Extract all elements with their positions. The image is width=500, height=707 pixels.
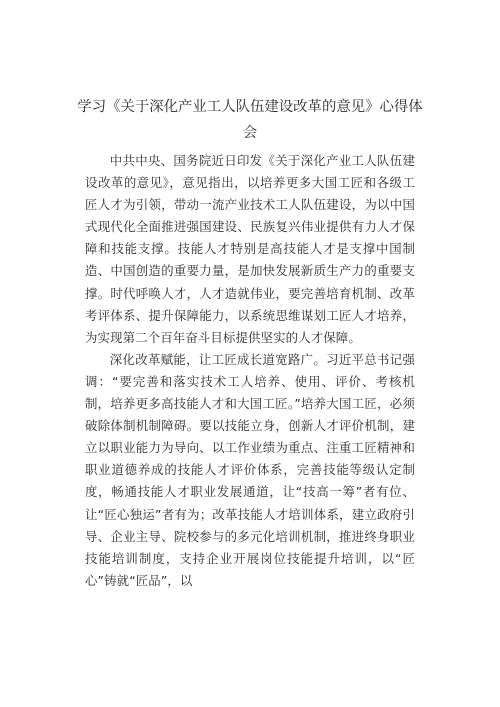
document-title: 学习《关于深化产业工人队伍建设改革的意见》心得体会: [77, 99, 423, 141]
paragraph: 深化改革赋能，让工匠成长道宽路广。习近平总书记强调：“要完善和落实技术工人培养、使用、评价、考核机制，培养更多高技能人才和大国工匠。”培养大国工匠，必须破除体制机制障碍。要以技能立身，创新人才评价机制，建立以职业能力为导向、以工作业绩为重点、注重工匠精神和职业道德养成的技能人才评价体系，完善技能等级认定制度，畅通技能人才职业发展通道，让“技高一筹”者有位、让“匠心独运”者有为；改革技能人才培训体系，建立政府引导、企业主导、院校参与的多元化培训机制，推进终身职业技能培训制度，支持企业开展岗位技能提升培训，以“匠心”铸就“匠品”，以: [85, 351, 415, 588]
paragraph: 中共中央、国务院近日印发《关于深化产业工人队伍建设改革的意见》，意见指出，以培养更多大国工匠和各级工匠人才为引领，带动一流产业技术工人队伍建设，为以中国式现代化全面推进强国建设、民族复兴伟业提供有力人才保障和技能支撑。技能人才特别是高技能人才是支撑中国制造、中国创造的重要力量，是加快发展新质生产力的重要支撑。时代呼唤人才，人才造就伟业，要完善培育机制、改革考评体系、提升保障能力，以系统思维谋划工匠人才培养，为实现第二个百年奋斗目标提供坚实的人才保障。: [85, 153, 415, 345]
document-body: [85, 150, 415, 592]
